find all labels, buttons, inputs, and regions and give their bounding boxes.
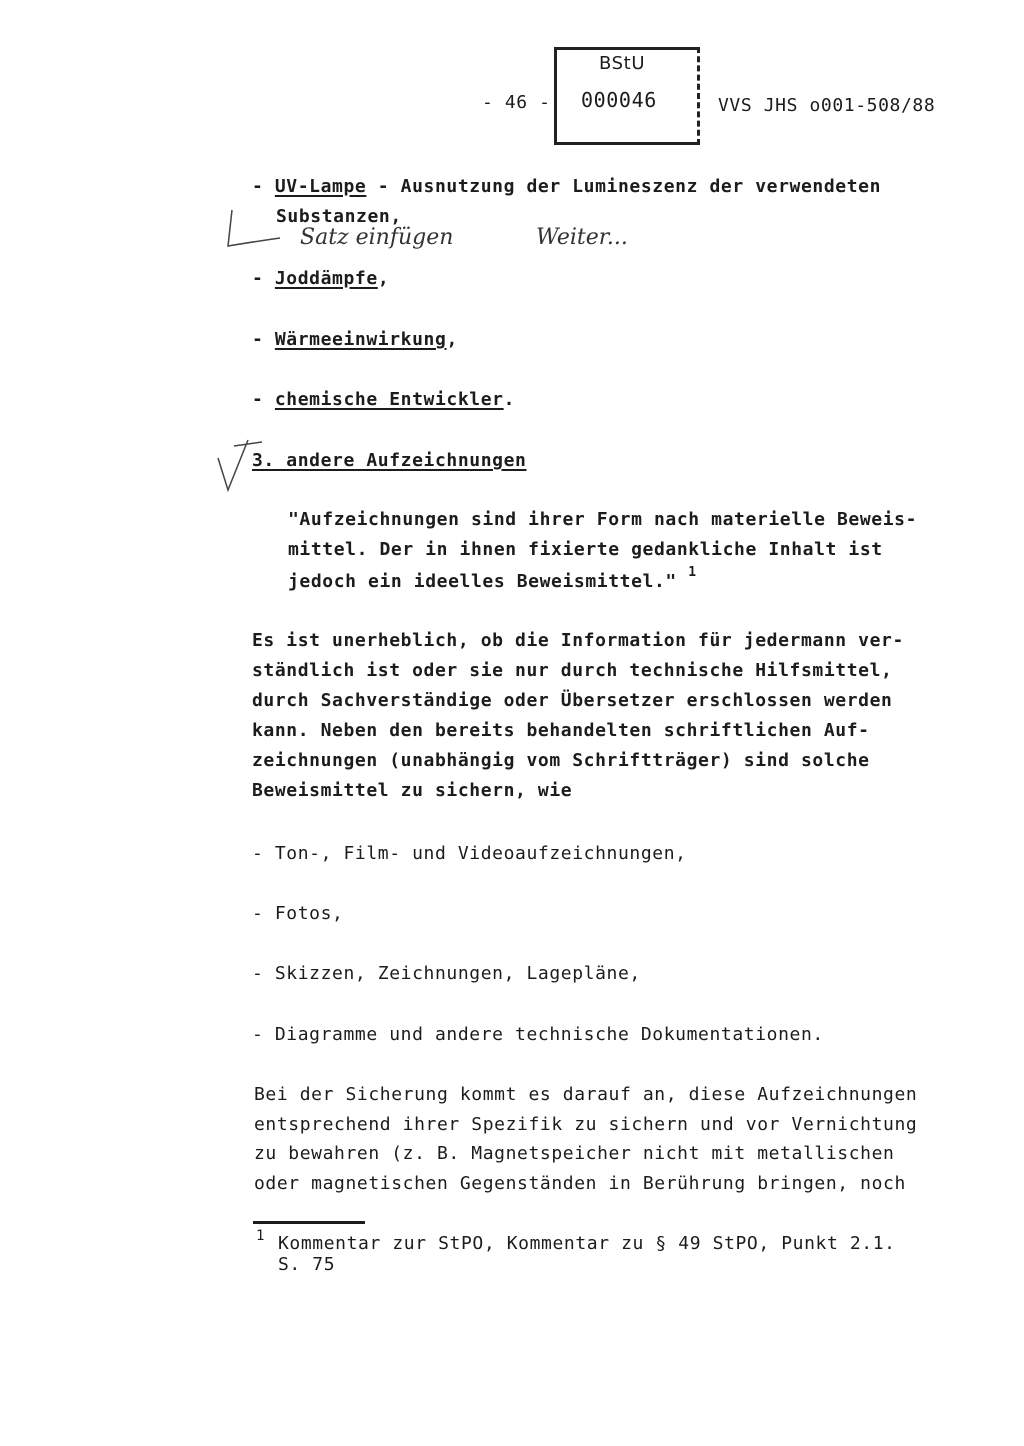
list2-item-4: - Diagramme und andere technische Dokumentationen. xyxy=(252,1024,824,1045)
footnote-number: 1 xyxy=(256,1228,266,1244)
paragraph1-line-3: durch Sachverständige oder Übersetzer erschlossen werden xyxy=(252,690,893,711)
list2-item-1: - Ton-, Film- und Videoaufzeichnungen, xyxy=(252,843,687,864)
list2-item-3: - Skizzen, Zeichnungen, Lagepläne, xyxy=(252,963,641,984)
footnote-line-2: S. 75 xyxy=(278,1254,336,1275)
list1-item-waermeeinwirkung: - Wärmeeinwirkung, xyxy=(252,329,458,350)
list1-item-uv-lampe: - UV-Lampe - Ausnutzung der Lumineszenz der verwendeten xyxy=(252,176,882,197)
paragraph1-line-2: ständlich ist oder sie nur durch technische Hilfsmittel, xyxy=(252,660,893,681)
page-number: - 46 - xyxy=(482,92,551,113)
footnote-rule xyxy=(253,1221,365,1224)
quote-line-3-text: jedoch ein ideelles Beweismittel." xyxy=(288,571,677,592)
paragraph2-line-2: entsprechend ihrer Spezifik zu sichern und vor Vernichtung xyxy=(254,1114,918,1135)
handwritten-bracket xyxy=(222,208,282,258)
list1-item-joddaempfe: - Joddämpfe, xyxy=(252,268,390,289)
handwritten-note-2: Weiter... xyxy=(536,225,628,250)
stamp-number: 000046 xyxy=(581,88,657,112)
quote-line-2: mittel. Der in ihnen fixierte gedankliche Inhalt ist xyxy=(288,539,883,560)
paragraph2-line-4: oder magnetischen Gegenständen in Berührung bringen, noch xyxy=(254,1173,906,1194)
joddaempfe-term: Joddämpfe xyxy=(274,268,378,289)
list1-item-uv-lampe-cont: Substanzen, xyxy=(276,206,402,227)
chemische-entwickler-term: chemische Entwickler xyxy=(274,389,504,410)
list1-item-chemische-entwickler: - chemische Entwickler. xyxy=(252,389,516,410)
paragraph1-line-6: Beweismittel zu sichern, wie xyxy=(252,780,573,801)
uv-lampe-description: - Ausnutzung der Lumineszenz der verwendeten xyxy=(366,176,882,197)
paragraph1-line-4: kann. Neben den bereits behandelten schriftlichen Auf- xyxy=(252,720,870,741)
paragraph2-line-3: zu bewahren (z. B. Magnetspeicher nicht mit metallischen xyxy=(254,1143,895,1164)
paragraph2-line-1: Bei der Sicherung kommt es darauf an, diese Aufzeichnungen xyxy=(254,1084,918,1105)
quote-line-3 xyxy=(288,565,697,592)
uv-lampe-term: UV-Lampe xyxy=(274,176,367,197)
footnote-line-1: Kommentar zur StPO, Kommentar zu § 49 StPO, Punkt 2.1. xyxy=(278,1233,896,1254)
paragraph1-line-1: Es ist unerheblich, ob die Information für jedermann ver- xyxy=(252,630,904,651)
stamp-label: BStU xyxy=(599,53,646,74)
handwritten-note-1: Satz einfügen xyxy=(300,225,454,250)
waermeeinwirkung-term: Wärmeeinwirkung xyxy=(274,329,447,350)
document-reference: VVS JHS o001-508/88 xyxy=(718,95,936,116)
list2-item-2: - Fotos, xyxy=(252,903,344,924)
quote-line-1: "Aufzeichnungen sind ihrer Form nach materielle Beweis- xyxy=(288,509,918,530)
paragraph1-line-5: zeichnungen (unabhängig vom Schriftträger) sind solche xyxy=(252,750,870,771)
section-heading: 3. andere Aufzeichnungen xyxy=(252,450,527,471)
footnote-reference: 1 xyxy=(688,565,697,580)
